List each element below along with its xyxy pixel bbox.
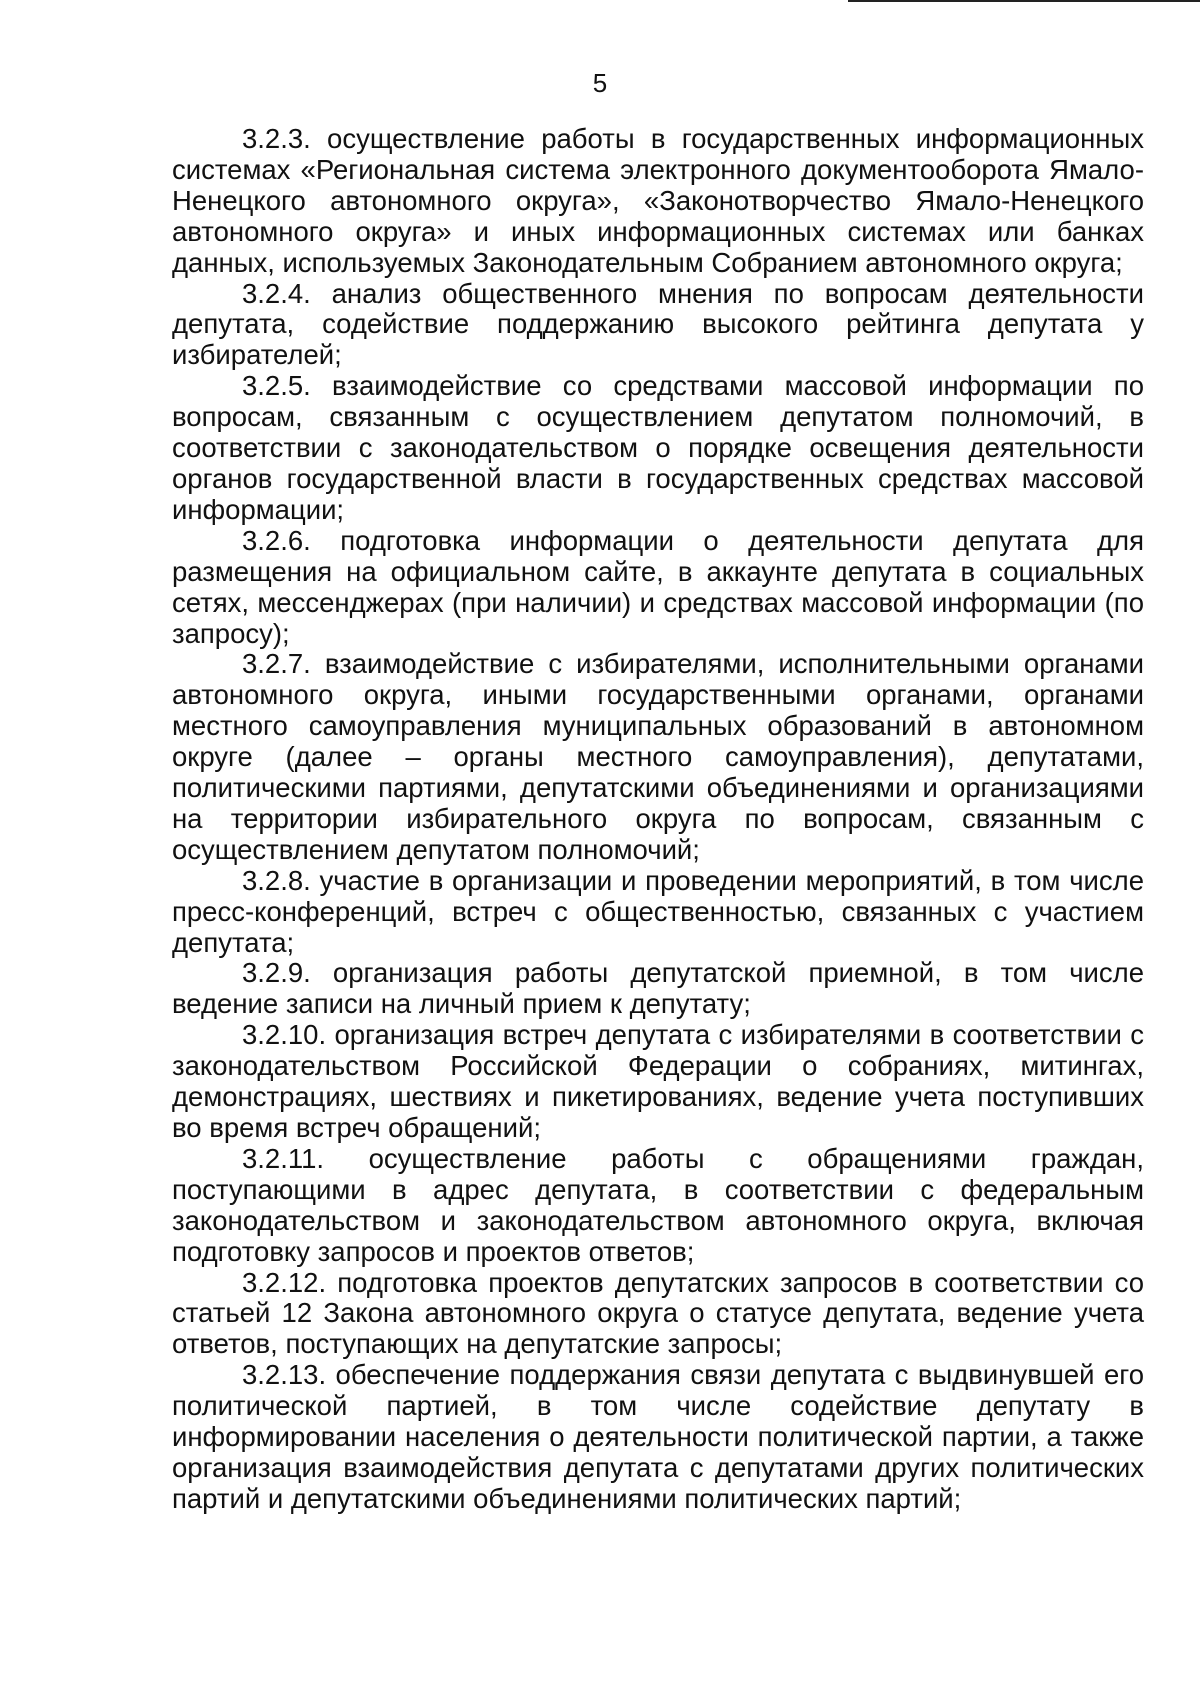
paragraph-3-2-8: 3.2.8. участие в организации и проведении мероприятий, в том числе пресс-конференций, встреч с общественностью, связанных с участием депутата; [172, 864, 1144, 958]
paragraph-3-2-4: 3.2.4. анализ общественного мнения по вопросам деятельности депутата, содействие поддержанию высокого рейтинга депутата у избирателей; [172, 277, 1144, 371]
paragraph-3-2-11: 3.2.11. осуществление работы с обращениями граждан, поступающими в адрес депутата, в соответствии с федеральным законодательством и законодательством автономного округа, включая подготовку запросов и проектов ответов; [172, 1142, 1144, 1267]
top-edge-rule [848, 0, 1200, 2]
paragraph-3-2-6: 3.2.6. подготовка информации о деятельности депутата для размещения на официальном сайте, в аккаунте депутата в социальных сетях, мессенджерах (при наличии) и средствах массовой информации (по запросу); [172, 524, 1144, 649]
document-body [172, 124, 1144, 1515]
paragraph-3-2-13: 3.2.13. обеспечение поддержания связи депутата с выдвинувшей его политической партией, в том числе содействие депутату в информировании населения о деятельности политической партии, а также организация взаимодействия депутата с депутатами других политических партий и депутатскими объединениями политических партий; [172, 1359, 1144, 1514]
page-number: 5 [592, 68, 608, 98]
paragraph-3-2-12: 3.2.12. подготовка проектов депутатских запросов в соответствии со статьей 12 Закона автономного округа о статусе депутата, ведение учета ответов, поступающих на депутатские запросы; [172, 1266, 1144, 1360]
paragraph-3-2-10: 3.2.10. организация встреч депутата с избирателями в соответствии с законодательством Российской Федерации о собраниях, митингах, демонстрациях, шествиях и пикетированиях, ведение учета поступивших во время встреч обращений; [172, 1019, 1144, 1143]
paragraph-3-2-7: 3.2.7. взаимодействие с избирателями, исполнительными органами автономного округа, иными государственными органами, органами местного самоуправления муниципальных образований в автономном округе (далее – органы местного самоуправления), депутатами, политическими партиями, депутатскими объединениями и организациями на территории избирательного округа по вопросам, связанным с осуществлением депутатом полномочий; [172, 648, 1144, 865]
paragraph-3-2-3: 3.2.3. осуществление работы в государственных информационных системах «Региональная система электронного документооборота Ямало-Ненецкого автономного округа», «Законотворчество Ямало-Ненецкого автономного округа» и иных информационных системах или банках данных, используемых Законодательным Собранием автономного округа; [172, 123, 1144, 278]
paragraph-3-2-5: 3.2.5. взаимодействие со средствами массовой информации по вопросам, связанным с осуществлением депутатом полномочий, в соответствии с законодательством о порядке освещения деятельности органов государственной власти в государственных средствах массовой информации; [172, 370, 1144, 525]
paragraph-3-2-9: 3.2.9. организация работы депутатской приемной, в том числе ведение записи на личный прием к депутату; [172, 957, 1144, 1020]
